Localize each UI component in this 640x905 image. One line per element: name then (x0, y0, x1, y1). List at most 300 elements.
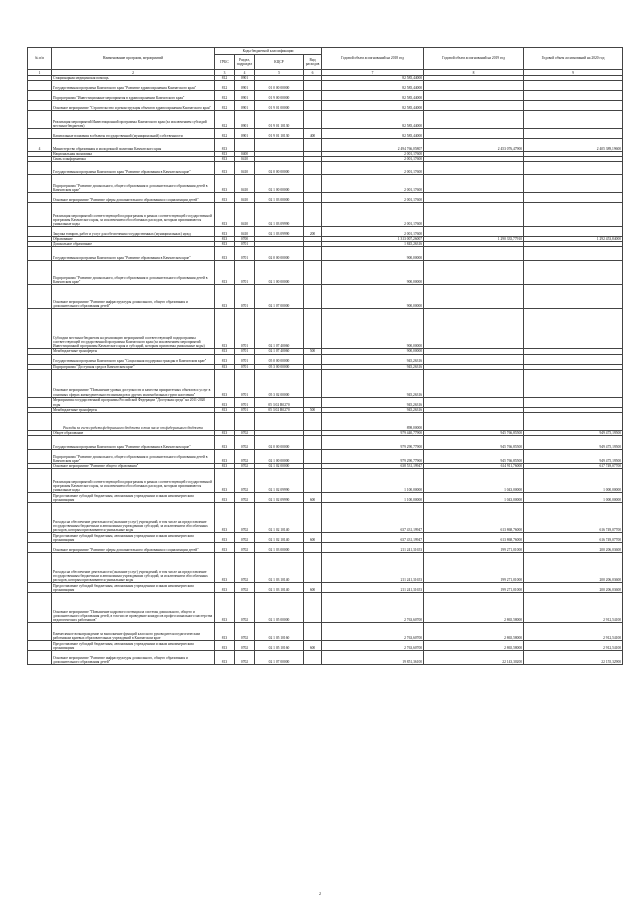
header-codes-group: Коды бюджетной классификации (215, 48, 322, 55)
row-vr: 600 (304, 532, 322, 542)
table-row (28, 582, 623, 592)
row-section: 0701 (235, 247, 255, 261)
row-amount-2020 (524, 203, 623, 227)
row-section: 0901 (235, 91, 255, 101)
row-amount-2018: 638 531,19947 (322, 463, 424, 468)
row-name: Предоставление субсидий бюджетным, автономным учреждениям и иным некоммерческим организациям (52, 492, 215, 502)
table-row (28, 162, 623, 175)
row-amount-2018: 898,00000 (322, 412, 424, 430)
row-amount-2018: 2 001,17600 (322, 162, 424, 175)
row-vr (304, 468, 322, 492)
table-row (28, 91, 623, 101)
row-grbs: 813 (215, 242, 235, 247)
row-grbs: 812 (215, 101, 235, 111)
row-amount-2020 (524, 247, 623, 261)
row-amount-2018: 900,00000 (322, 309, 424, 349)
column-number: 4 (235, 70, 255, 76)
row-csr: 02 1 03 00000 (255, 542, 304, 552)
row-amount-2018: 979 440,77900 (322, 430, 424, 435)
row-vr (304, 247, 322, 261)
row-name: Реализация мероприятий соответствующей подпрограммы в рамках соответствующей государственной программы Камчатского края, за исключением обособленных расходов, которым присваиваются уникальные коды (52, 468, 215, 492)
row-amount-2019: 945 766,85500 (424, 435, 524, 449)
row-vr (304, 139, 322, 152)
table-row (28, 111, 623, 129)
row-csr: 02 1 03 09990 (255, 203, 304, 227)
row-section (235, 139, 255, 152)
row-name: Государственная программа Камчатского края "Развитие здравоохранения Камчатского края" (52, 81, 215, 91)
row-section: 0701 (235, 364, 255, 369)
row-amount-2018: 945,26316 (322, 369, 424, 397)
row-amount-2019: 199 271,01000 (424, 582, 524, 592)
row-name: Закупка товаров, работ и услуг для обеспечения государственных (муниципальных) нужд (52, 227, 215, 237)
row-csr: 02 0 00 00000 (255, 435, 304, 449)
row-name: Расходы за счет средств федерального бюджета в том числе от федерального бюджета (52, 412, 215, 430)
row-csr: 02 1 05 00000 (255, 592, 304, 622)
row-vr (304, 650, 322, 664)
row-amount-2018: 211 241,31653 (322, 542, 424, 552)
row-amount-2020 (524, 227, 623, 237)
row-grbs: 813 (215, 463, 235, 468)
row-name: Подпрограмма "Развитие дошкольного, общего образования и дополнительного образования детей в Камчатском крае" (52, 175, 215, 193)
row-grbs: 813 (215, 157, 235, 162)
row-amount-2020: 2 912,54100 (524, 640, 623, 650)
row-grbs: 812 (215, 111, 235, 129)
column-number: 2 (52, 70, 215, 76)
row-csr (255, 412, 304, 430)
row-grbs: 813 (215, 261, 235, 285)
row-grbs: 813 (215, 650, 235, 664)
row-amount-2020 (524, 397, 623, 407)
row-name: Реализация мероприятий соответствующей подпрограммы в рамках соответствующей государственной программы Камчатского края, за исключением обособленных расходов, которым присваиваются уникальные коды (52, 203, 215, 227)
row-amount-2020 (524, 354, 623, 364)
row-vr: 200 (304, 227, 322, 237)
row-name: Государственная программа Камчатского края "Социальная поддержка граждан в Камчатском крае" (52, 354, 215, 364)
row-vr (304, 203, 322, 227)
row-amount-2019: 2 865,58000 (424, 622, 524, 640)
row-number (28, 532, 52, 542)
row-section: 0702 (235, 430, 255, 435)
row-section: 0901 (235, 111, 255, 129)
row-name: Предоставление субсидий бюджетным, автономным учреждениям и иным некоммерческим организациям (52, 582, 215, 592)
row-vr (304, 592, 322, 622)
row-vr (304, 502, 322, 532)
row-number (28, 261, 52, 285)
row-section: 0702 (235, 582, 255, 592)
row-grbs: 813 (215, 227, 235, 237)
row-section: 0702 (235, 492, 255, 502)
row-amount-2018: 82 585,44000 (322, 111, 424, 129)
row-amount-2019: 2 865,58000 (424, 592, 524, 622)
row-vr: 500 (304, 407, 322, 412)
row-vr (304, 369, 322, 397)
table-row (28, 309, 623, 349)
header-year1: Годовой объем ассигнований на 2018 год (322, 48, 424, 70)
row-amount-2020: 1 292 453,84000 (524, 237, 623, 242)
row-amount-2018: 2 001,17600 (322, 193, 424, 203)
table-row (28, 247, 623, 261)
row-vr (304, 175, 322, 193)
row-grbs: 813 (215, 193, 235, 203)
row-grbs: 813 (215, 449, 235, 463)
table-row (28, 261, 623, 285)
row-vr: 600 (304, 640, 322, 650)
row-amount-2018: 2 001,17600 (322, 227, 424, 237)
row-amount-2019: 1 290 335,77910 (424, 237, 524, 242)
row-number (28, 129, 52, 139)
row-vr (304, 261, 322, 285)
row-section: 0702 (235, 468, 255, 492)
column-number: 5 (255, 70, 304, 76)
header-name: Наименование программ, мероприятий (52, 48, 215, 70)
row-number (28, 285, 52, 309)
row-grbs: 813 (215, 430, 235, 435)
row-amount-2019 (424, 101, 524, 111)
row-amount-2018: 2 001,17600 (322, 157, 424, 162)
row-amount-2019 (424, 412, 524, 430)
row-name: Национальная экономика (52, 152, 215, 157)
table-row (28, 542, 623, 552)
row-csr: 02 1 07 00000 (255, 650, 304, 664)
row-amount-2020 (524, 412, 623, 430)
row-vr: 400 (304, 129, 322, 139)
table-row (28, 492, 623, 502)
row-csr: 01 0 00 00000 (255, 81, 304, 91)
row-section: 0410 (235, 193, 255, 203)
row-number (28, 552, 52, 582)
row-grbs: 813 (215, 622, 235, 640)
row-name: Основное мероприятие "Развитие сферы дополнительного образования и социализации детей" (52, 193, 215, 203)
row-csr: 02 1 02 00000 (255, 463, 304, 468)
row-amount-2020 (524, 129, 623, 139)
row-amount-2018: 979 290,77900 (322, 449, 424, 463)
row-amount-2018: 945,26316 (322, 407, 424, 412)
row-amount-2019 (424, 111, 524, 129)
row-amount-2020: 2 405 389,19600 (524, 139, 623, 152)
row-number (28, 435, 52, 449)
row-section: 0702 (235, 449, 255, 463)
row-vr (304, 552, 322, 582)
row-section: 0410 (235, 203, 255, 227)
column-number: 8 (424, 70, 524, 76)
row-grbs: 813 (215, 542, 235, 552)
row-amount-2020: 1 000,00000 (524, 492, 623, 502)
row-amount-2020 (524, 162, 623, 175)
row-amount-2020 (524, 81, 623, 91)
row-vr: 500 (304, 349, 322, 354)
row-grbs: 813 (215, 502, 235, 532)
page-number: 2 (319, 891, 321, 896)
row-section: 0901 (235, 76, 255, 81)
row-grbs: 813 (215, 237, 235, 242)
row-grbs: 813 (215, 397, 235, 407)
row-section: 0410 (235, 157, 255, 162)
row-grbs: 813 (215, 369, 235, 397)
row-amount-2020: 617 749,07700 (524, 463, 623, 468)
row-amount-2019 (424, 203, 524, 227)
row-csr: 02 1 03 00000 (255, 193, 304, 203)
table-body (28, 76, 623, 665)
row-name: Основное мероприятие "Развитие инфраструктуры дошкольного, общего образования и дополнительного образования детей" (52, 285, 215, 309)
table-row (28, 650, 623, 664)
row-amount-2018: 82 585,44000 (322, 76, 424, 81)
row-amount-2020 (524, 261, 623, 285)
row-csr: 01 9 01 10130 (255, 129, 304, 139)
row-number (28, 193, 52, 203)
row-name: Ежемесячное вознаграждение за выполнение функций классного руководителя педагогическим работникам краевых образовательных учреждений в Камчатском крае (52, 622, 215, 640)
row-section: 0702 (235, 552, 255, 582)
row-amount-2018: 945,26316 (322, 364, 424, 369)
row-csr: 02 1 02 09990 (255, 492, 304, 502)
column-number: 3 (215, 70, 235, 76)
row-name: Основное мероприятие "Развитие инфраструктуры дошкольного, общего образования и дополнительного образования детей" (52, 650, 215, 664)
row-csr: 02 0 00 00000 (255, 162, 304, 175)
row-grbs: 813 (215, 175, 235, 193)
header-rz: Раздел, подраздел (235, 55, 255, 70)
row-number (28, 354, 52, 364)
row-name: Субсидии местным бюджетам на реализацию мероприятий соответствующей подпрограммы соответствующей государственной программы Камчатского края (за исключением мероприятий Инвестиционной программы Камчатского края и субсидий, которым присвоены уникальные коды) (52, 309, 215, 349)
row-number (28, 81, 52, 91)
header-csr: КЦСР (255, 55, 304, 70)
row-vr (304, 354, 322, 364)
row-name: Общее образование (52, 430, 215, 435)
row-csr: 02 1 02 09990 (255, 468, 304, 492)
row-csr: 02 1 00 00000 (255, 261, 304, 285)
row-name: Расходы на обеспечение деятельности (оказание услуг) учреждений, в том числе на предоставление государственным бюджетным и автономным учреждениям субсидий, за исключением обособленных расходов, которым присваиваются уникальные коды (52, 552, 215, 582)
table-row (28, 101, 623, 111)
row-grbs: 812 (215, 91, 235, 101)
column-number: 9 (524, 70, 623, 76)
row-name: Межбюджетные трансферты (52, 349, 215, 354)
header-no: № п/п (28, 48, 52, 70)
row-amount-2018: 82 585,44000 (322, 91, 424, 101)
row-name: Основное мероприятие "Развитие сферы дополнительного образования и социализации детей" (52, 542, 215, 552)
row-amount-2019: 613 868,76000 (424, 502, 524, 532)
table-row (28, 640, 623, 650)
column-number: 7 (322, 70, 424, 76)
row-amount-2020: 200 206,03600 (524, 582, 623, 592)
row-amount-2020: 2 912,54100 (524, 622, 623, 640)
row-section: 0410 (235, 162, 255, 175)
row-csr: 02 1 00 00000 (255, 175, 304, 193)
row-csr: 05 3 02 R0270 (255, 407, 304, 412)
row-amount-2018: 2 763,60700 (322, 640, 424, 650)
row-amount-2018: 1 313 007,26007 (322, 237, 424, 242)
row-amount-2018: 211 241,31653 (322, 582, 424, 592)
row-section: 0701 (235, 397, 255, 407)
row-name: Государственная программа Камчатского края "Развитие образования в Камчатском крае" (52, 162, 215, 175)
column-number: 6 (304, 70, 322, 76)
row-vr (304, 101, 322, 111)
row-csr: 02 1 02 10140 (255, 502, 304, 532)
table-row (28, 285, 623, 309)
row-amount-2019: 614 911,76000 (424, 463, 524, 468)
row-name: Связь и информатика (52, 157, 215, 162)
row-grbs: 812 (215, 76, 235, 81)
header-year2: Годовой объем ассигнований на 2019 год (424, 48, 524, 70)
row-vr (304, 193, 322, 203)
table-row (28, 502, 623, 532)
row-vr (304, 111, 322, 129)
row-amount-2020: 200 206,03600 (524, 552, 623, 582)
row-amount-2020 (524, 175, 623, 193)
row-amount-2020 (524, 193, 623, 203)
row-csr: 02 0 00 00000 (255, 247, 304, 261)
row-section: 0410 (235, 175, 255, 193)
row-amount-2018: 2 001,17600 (322, 175, 424, 193)
row-number (28, 492, 52, 502)
row-amount-2020 (524, 285, 623, 309)
row-section: 0901 (235, 101, 255, 111)
row-vr (304, 91, 322, 101)
row-amount-2019 (424, 129, 524, 139)
row-grbs: 813 (215, 309, 235, 349)
row-amount-2019: 2 865,58000 (424, 640, 524, 650)
table-row (28, 622, 623, 640)
table-row (28, 397, 623, 407)
row-amount-2019 (424, 175, 524, 193)
table-row (28, 354, 623, 364)
row-grbs: 813 (215, 364, 235, 369)
row-amount-2018: 82 585,44000 (322, 81, 424, 91)
row-number (28, 592, 52, 622)
row-vr: 600 (304, 582, 322, 592)
row-amount-2019: 945 766,85500 (424, 430, 524, 435)
row-grbs: 813 (215, 407, 235, 412)
row-amount-2019: 2 453 076,47900 (424, 139, 524, 152)
row-section: 0700 (235, 237, 255, 242)
row-vr (304, 397, 322, 407)
row-amount-2019 (424, 261, 524, 285)
row-amount-2018: 1 100,00000 (322, 468, 424, 492)
row-name: Подпрограмма "Развитие дошкольного, общего образования и дополнительного образования детей в Камчатском крае" (52, 449, 215, 463)
header-grbs: ГРБС (215, 55, 235, 70)
row-name: Образование (52, 237, 215, 242)
row-grbs: 813 (215, 468, 235, 492)
row-amount-2018: 900,00000 (322, 261, 424, 285)
row-amount-2018: 900,00000 (322, 285, 424, 309)
row-amount-2019: 22 143,30200 (424, 650, 524, 664)
table-row (28, 81, 623, 91)
table-row (28, 449, 623, 463)
row-number (28, 309, 52, 349)
row-grbs: 813 (215, 285, 235, 309)
row-amount-2018: 637 431,19947 (322, 502, 424, 532)
row-grbs: 813 (215, 139, 235, 152)
row-section: 0702 (235, 640, 255, 650)
row-amount-2019 (424, 309, 524, 349)
row-amount-2020: 22 155,32900 (524, 650, 623, 664)
row-section: 0702 (235, 650, 255, 664)
table-row (28, 532, 623, 542)
row-number (28, 650, 52, 664)
row-amount-2018: 211 241,31653 (322, 552, 424, 582)
row-amount-2018: 637 431,19947 (322, 532, 424, 542)
row-section: 0701 (235, 407, 255, 412)
row-amount-2018: 82 585,44000 (322, 129, 424, 139)
row-amount-2020: 616 749,07700 (524, 532, 623, 542)
row-number (28, 111, 52, 129)
table-row (28, 435, 623, 449)
row-number (28, 582, 52, 592)
row-name: Реализация мероприятий Инвестиционной программы Камчатского края (за исключением субсидий местным бюджетам) (52, 111, 215, 129)
row-amount-2020 (524, 91, 623, 101)
table-row (28, 139, 623, 152)
row-csr: 02 1 07 00000 (255, 285, 304, 309)
row-name: Предоставление субсидий бюджетным, автономным учреждениям и иным некоммерческим организациям (52, 532, 215, 542)
row-amount-2019: 613 868,76000 (424, 532, 524, 542)
row-name: Стационарная медицинская помощь (52, 76, 215, 81)
row-amount-2020: 200 206,03600 (524, 542, 623, 552)
row-csr: 01 9 00 00000 (255, 91, 304, 101)
row-amount-2018: 945,26316 (322, 397, 424, 407)
row-amount-2020 (524, 101, 623, 111)
row-csr: 05 3 00 00000 (255, 364, 304, 369)
row-grbs (215, 412, 235, 430)
row-csr: 02 1 07 40060 (255, 349, 304, 354)
row-csr: 02 1 03 10140 (255, 552, 304, 582)
row-amount-2020: 949 475,19500 (524, 430, 623, 435)
row-vr (304, 622, 322, 640)
row-amount-2018: 945,26316 (322, 354, 424, 364)
row-amount-2020: 949 475,19500 (524, 435, 623, 449)
table-row (28, 412, 623, 430)
row-name: Основное мероприятие "Повышение уровня доступности и качества приоритетных объектов и услуг в основных сферах жизнедеятельности инвалидов и других маломобильных групп населения" (52, 369, 215, 397)
row-number (28, 227, 52, 237)
row-amount-2018: 1 845,26316 (322, 242, 424, 247)
row-csr: 02 1 07 40060 (255, 309, 304, 349)
row-section: 0702 (235, 542, 255, 552)
row-csr: 05 0 00 00000 (255, 354, 304, 364)
row-vr (304, 435, 322, 449)
row-name: Капитальные вложения в объекты государственной (муниципальной) собственности (52, 129, 215, 139)
table-row (28, 552, 623, 582)
table-row (28, 592, 623, 622)
row-amount-2018: 2 001,17600 (322, 152, 424, 157)
row-name: Основное мероприятие "Развитие общего образования" (52, 463, 215, 468)
row-grbs: 813 (215, 492, 235, 502)
row-number (28, 412, 52, 430)
row-grbs: 813 (215, 349, 235, 354)
row-amount-2019: 199 271,01000 (424, 542, 524, 552)
row-grbs: 813 (215, 640, 235, 650)
row-number (28, 622, 52, 640)
header-vr: Вид расходов (304, 55, 322, 70)
row-name: Государственная программа Камчатского края "Развитие образования в Камчатском крае" (52, 247, 215, 261)
row-amount-2019: 199 271,01000 (424, 552, 524, 582)
row-number (28, 101, 52, 111)
row-amount-2019 (424, 285, 524, 309)
row-amount-2019 (424, 397, 524, 407)
row-name: Дошкольное образование (52, 242, 215, 247)
row-amount-2018: 2 001,17600 (322, 203, 424, 227)
row-section: 0702 (235, 532, 255, 542)
row-amount-2018: 82 585,44000 (322, 101, 424, 111)
row-vr (304, 412, 322, 430)
row-vr (304, 81, 322, 91)
row-csr: 05 3 02 R0270 (255, 397, 304, 407)
row-name: Расходы на обеспечение деятельности (оказание услуг) учреждений, в том числе на предоставление государственным бюджетным и автономным учреждениям субсидий, за исключением обособленных расходов, которым присваиваются уникальные коды (52, 502, 215, 532)
row-amount-2018: 1 100,00000 (322, 492, 424, 502)
row-vr (304, 285, 322, 309)
row-amount-2018: 2 763,60700 (322, 622, 424, 640)
budget-table (27, 47, 623, 665)
column-number: 1 (28, 70, 52, 76)
row-grbs: 813 (215, 247, 235, 261)
row-amount-2020: 616 749,07700 (524, 502, 623, 532)
row-number (28, 542, 52, 552)
row-grbs: 813 (215, 552, 235, 582)
row-amount-2019 (424, 91, 524, 101)
